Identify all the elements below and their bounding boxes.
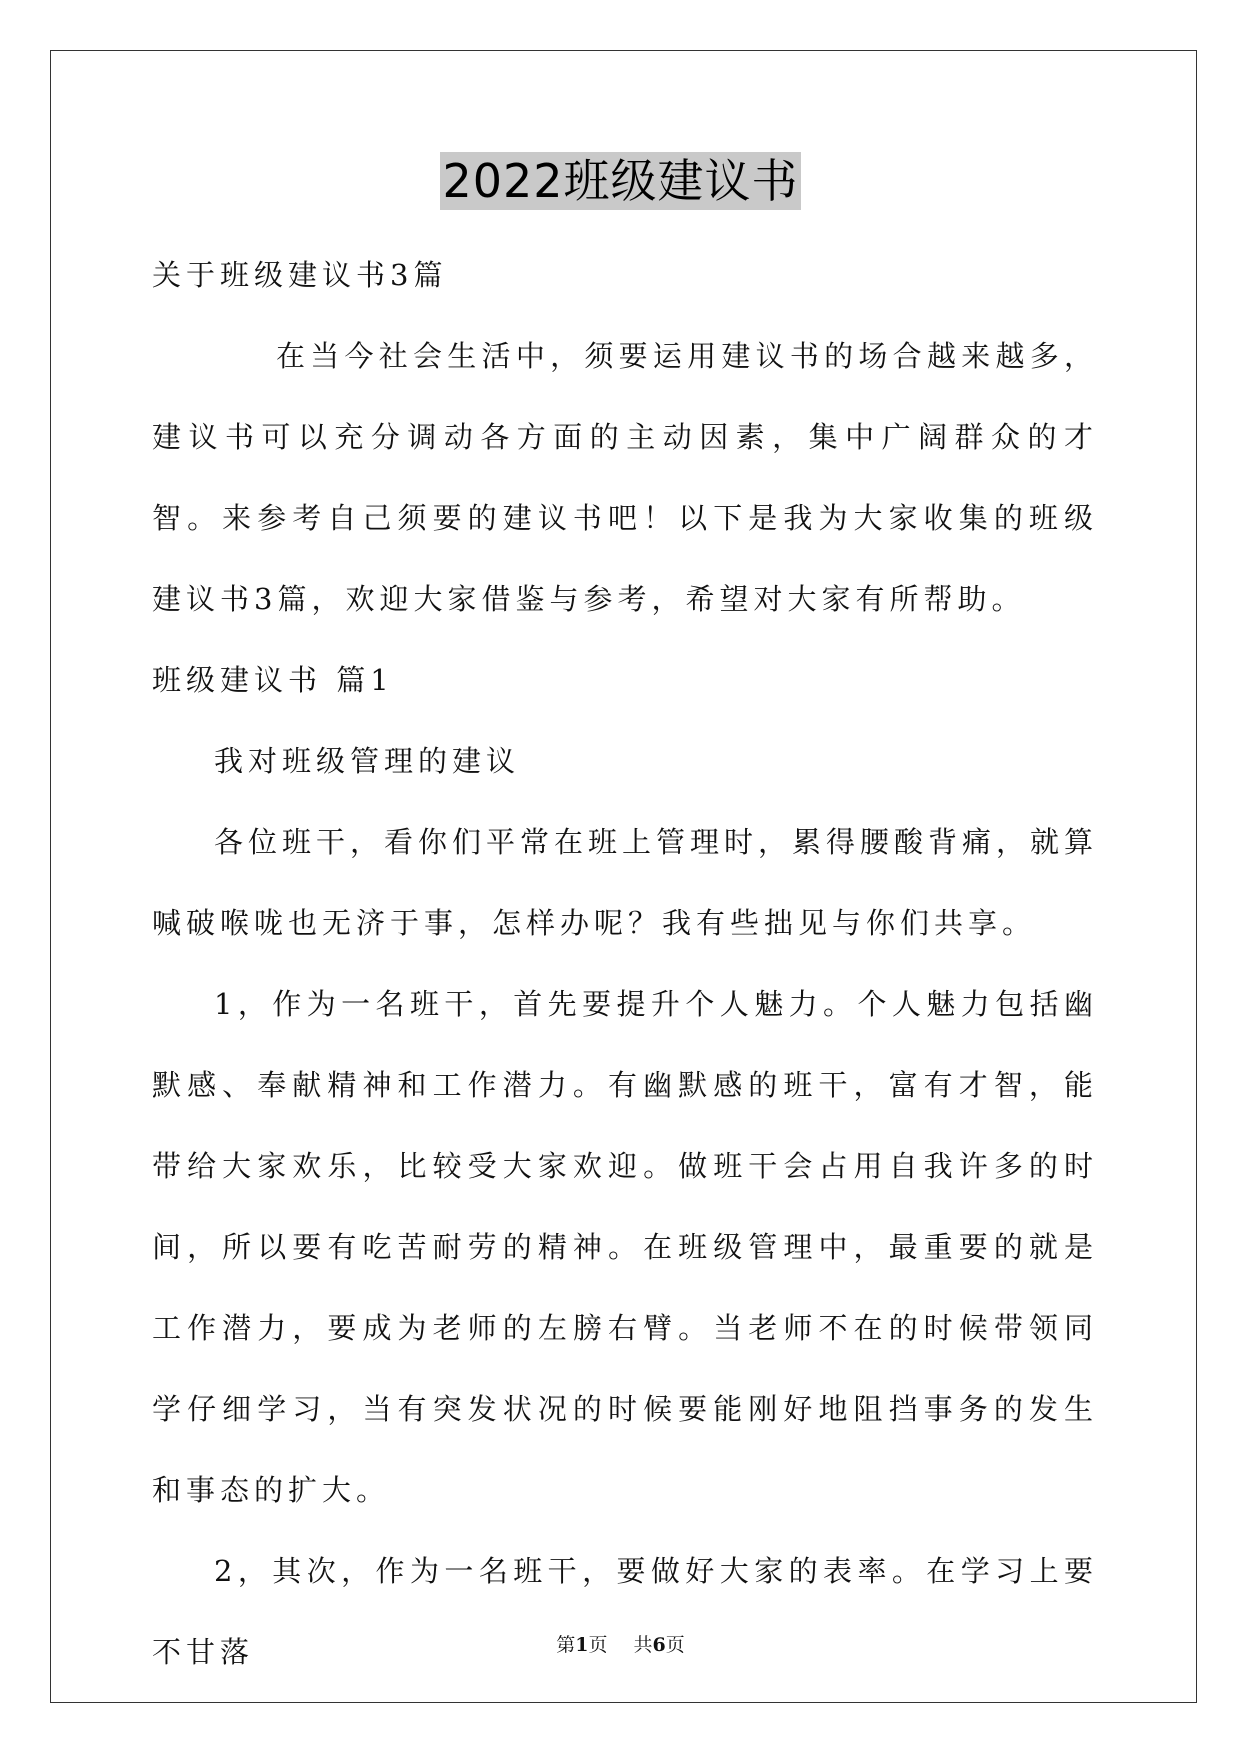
document-subtitle: 关于班级建议书3篇 xyxy=(152,258,448,292)
document-title: 2022班级建议书 xyxy=(442,154,799,208)
section-subheading: 我对班级管理的建议 xyxy=(214,744,521,778)
total-prefix: 共 xyxy=(633,1634,653,1656)
total-pages: 6 xyxy=(652,1634,666,1656)
body-paragraph: 2，其次，作为一名班干，要做好大家的表率。在学习上要不甘落 xyxy=(152,1554,1098,1669)
body-paragraph: 各位班干，看你们平常在班上管理时，累得腰酸背痛，就算喊破喉咙也无济于事，怎样办呢？我有些拙见与你们共享。 xyxy=(152,825,1099,940)
intro-paragraph: 在当今社会生活中，须要运用建议书的场合越来越多，建议书可以充分调动各方面的主动因素，集中广阔群众的才智。来参考自己须要的建议书吧！以下是我为大家收集的班级建议书3篇，欢迎大家借鉴与参考，希望对大家有所帮助。 xyxy=(152,339,1098,616)
total-suffix: 页 xyxy=(665,1634,685,1656)
title-container xyxy=(0,152,1241,210)
document-body xyxy=(152,235,1098,1693)
page-footer xyxy=(0,1632,1241,1658)
page-number: 1 xyxy=(575,1634,589,1656)
page-prefix: 第 xyxy=(556,1634,576,1656)
section-heading: 班级建议书 篇1 xyxy=(152,663,394,697)
page-suffix: 页 xyxy=(588,1634,608,1656)
body-paragraph: 1，作为一名班干，首先要提升个人魅力。个人魅力包括幽默感、奉献精神和工作潜力。有幽默感的班干，富有才智，能带给大家欢乐，比较受大家欢迎。做班干会占用自我许多的时间，所以要有吃苦耐劳的精神。在班级管理中，最重要的就是工作潜力，要成为老师的左膀右臂。当老师不在的时候带领同学仔细学习，当有突发状况的时候要能刚好地阻挡事务的发生和事态的扩大。 xyxy=(152,987,1098,1507)
